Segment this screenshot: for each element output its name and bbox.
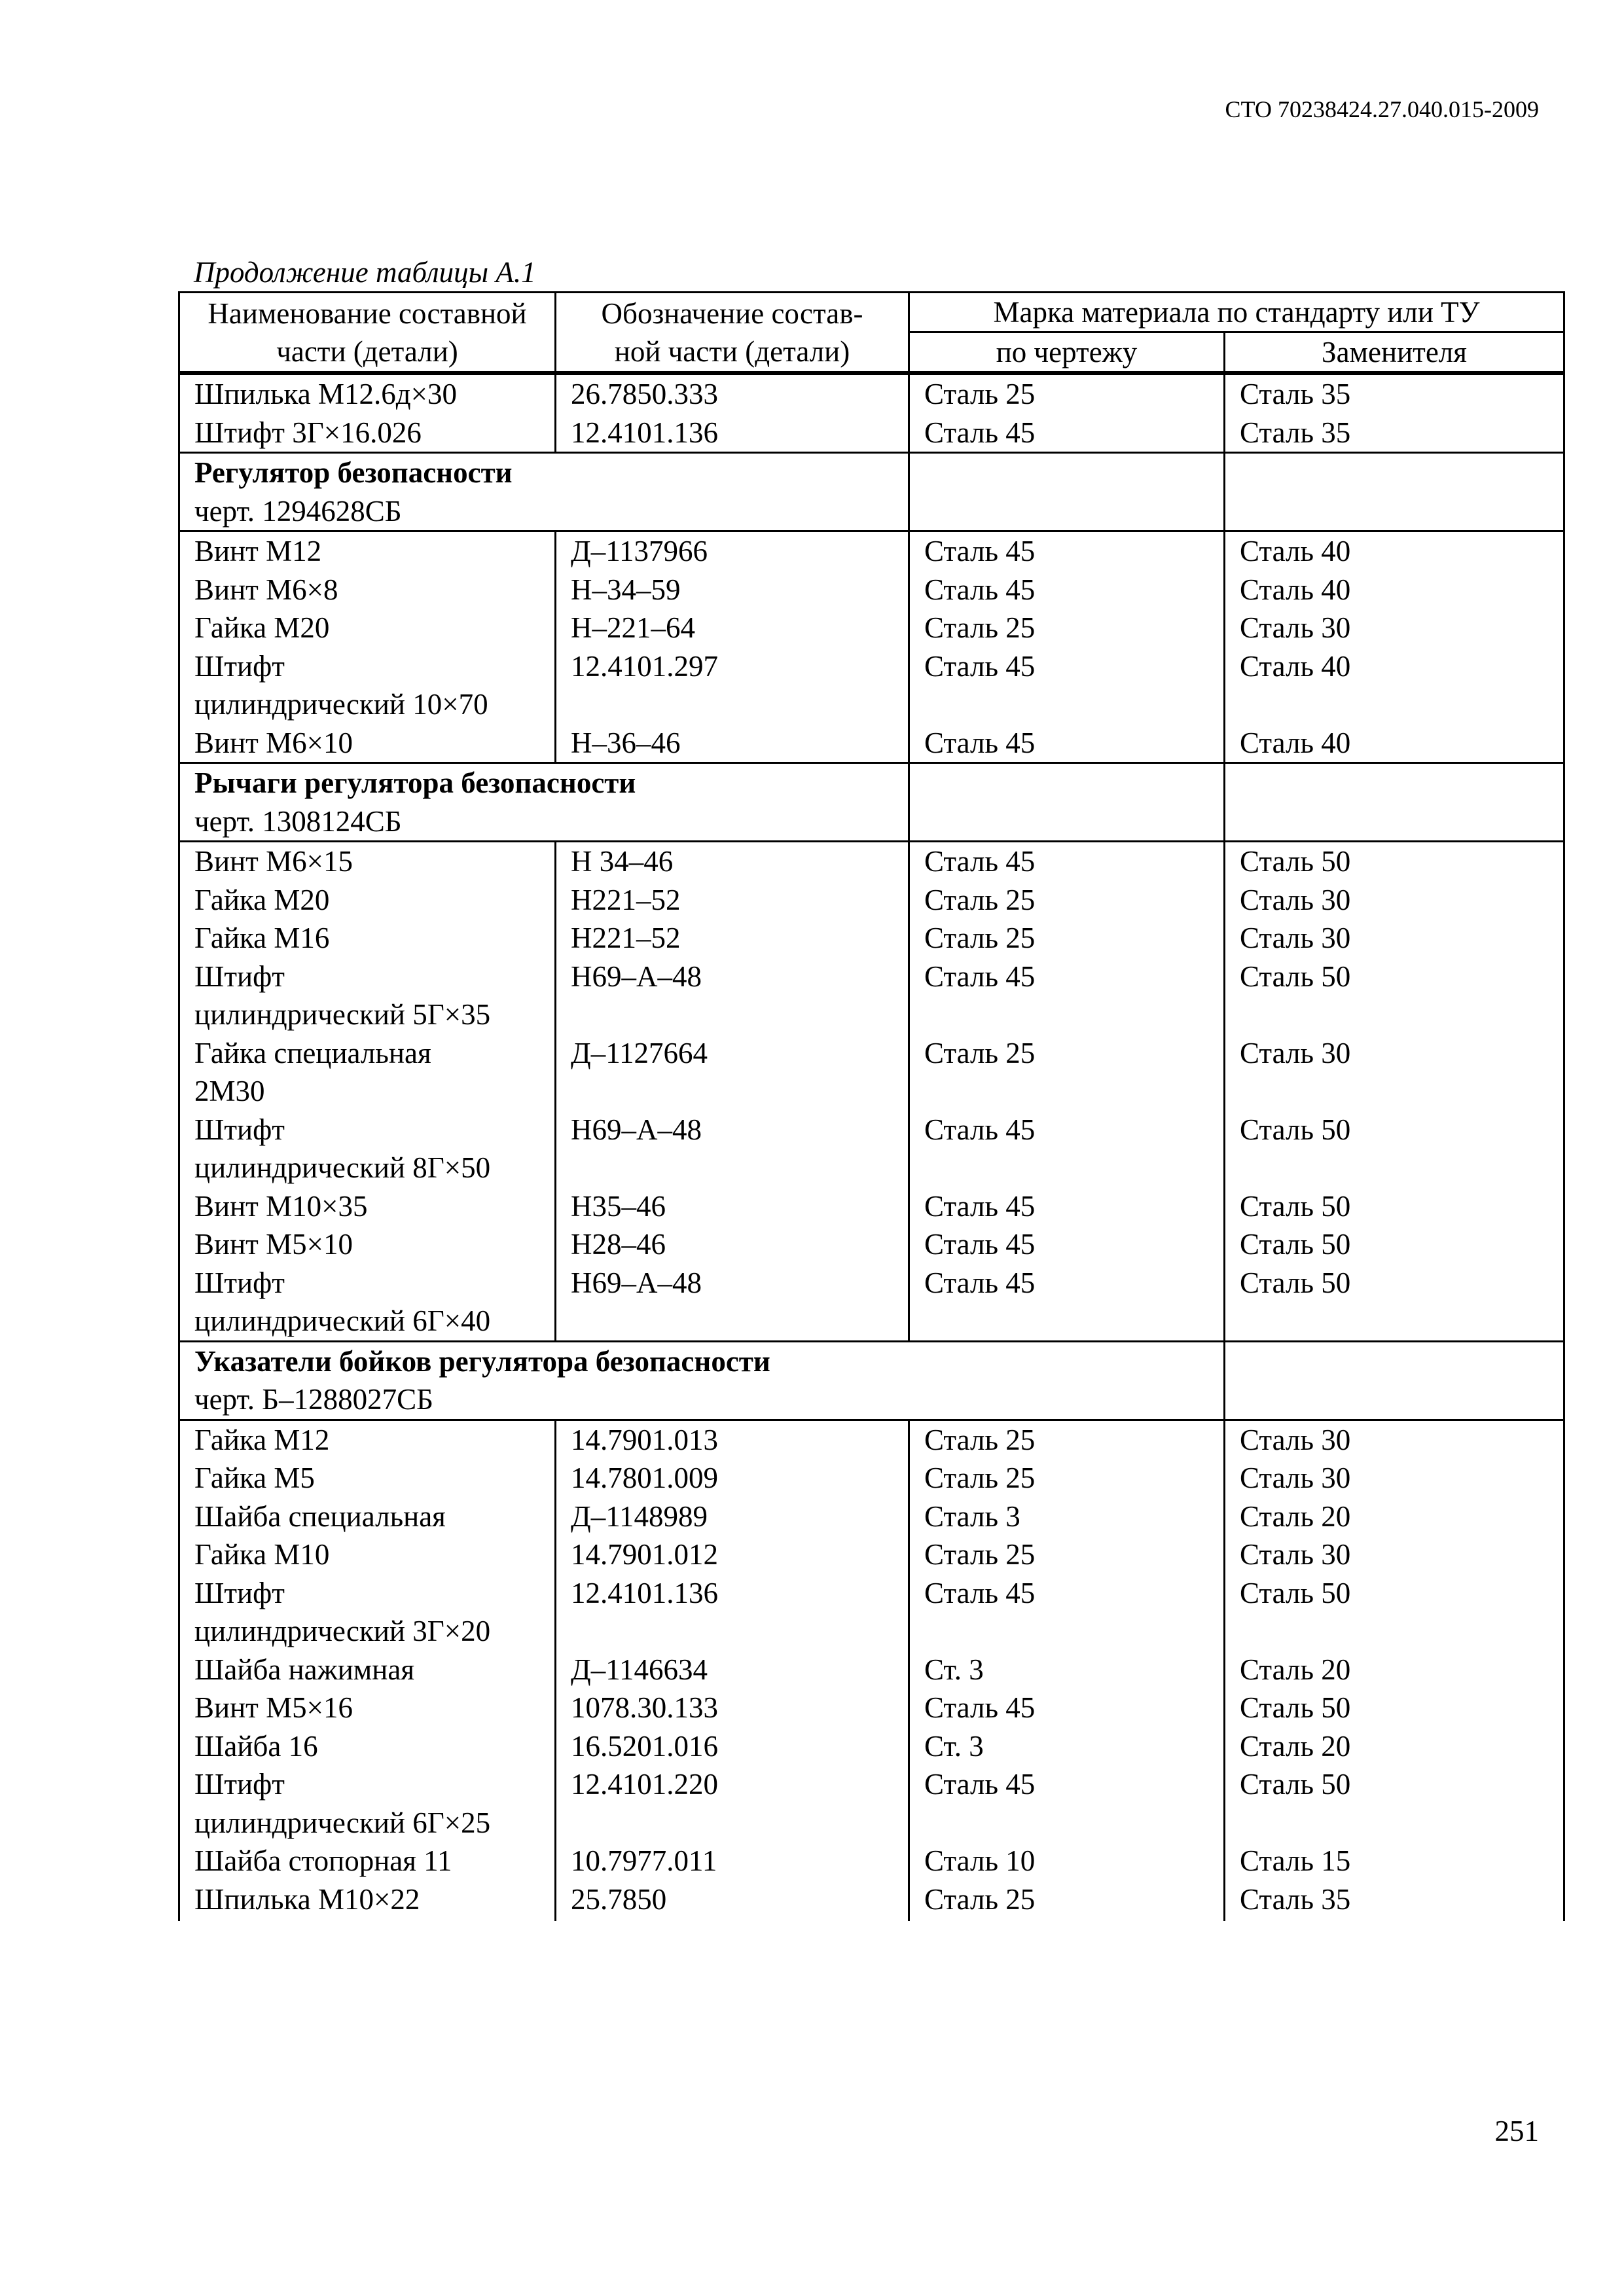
material-cell: Сталь 45 bbox=[909, 724, 1225, 763]
table-row bbox=[179, 919, 1564, 958]
header-part-designation-line1: Обозначение состав- bbox=[601, 296, 863, 330]
substitute-cell: Сталь 50 bbox=[1225, 958, 1564, 996]
section-title-cell bbox=[179, 1341, 1225, 1420]
designation-cell bbox=[556, 1072, 909, 1111]
part-name-cell: Штифт bbox=[179, 1264, 556, 1302]
material-cell: Сталь 45 bbox=[909, 531, 1225, 571]
table-row bbox=[179, 1651, 1564, 1689]
part-name-cell: цилиндрический 10×70 bbox=[179, 685, 556, 724]
substitute-cell bbox=[1225, 1612, 1564, 1651]
substitute-cell: Сталь 50 bbox=[1225, 1187, 1564, 1226]
substitute-cell: Сталь 35 bbox=[1225, 1880, 1564, 1922]
empty-cell bbox=[909, 763, 1225, 842]
table-row bbox=[179, 958, 1564, 996]
designation-cell: Н69–А–48 bbox=[556, 1264, 909, 1302]
section-title: Рычаги регулятора безопасности bbox=[194, 766, 636, 799]
substitute-cell: Сталь 35 bbox=[1225, 373, 1564, 414]
material-cell: Сталь 25 bbox=[909, 919, 1225, 958]
part-name-cell: цилиндрический 8Г×50 bbox=[179, 1149, 556, 1187]
substitute-cell: Сталь 30 bbox=[1225, 1034, 1564, 1073]
part-name-cell: Гайка М10 bbox=[179, 1535, 556, 1574]
section-drawing-ref: черт. 1294628СБ bbox=[194, 494, 402, 528]
part-name-cell: Винт М6×15 bbox=[179, 842, 556, 881]
substitute-cell: Сталь 20 bbox=[1225, 1498, 1564, 1536]
section-title: Регулятор безопасности bbox=[194, 456, 513, 489]
designation-cell: 25.7850 bbox=[556, 1880, 909, 1922]
table-row bbox=[179, 1420, 1564, 1459]
part-name-cell: цилиндрический 3Г×20 bbox=[179, 1612, 556, 1651]
designation-cell: 10.7977.011 bbox=[556, 1842, 909, 1880]
designation-cell bbox=[556, 1302, 909, 1341]
table-row bbox=[179, 414, 1564, 453]
table-row bbox=[179, 881, 1564, 920]
material-cell: Сталь 45 bbox=[909, 1111, 1225, 1149]
header-part-name-line2: части (детали) bbox=[276, 334, 458, 368]
material-cell bbox=[909, 1149, 1225, 1187]
part-name-cell: 2М30 bbox=[179, 1072, 556, 1111]
part-name-cell: Штифт bbox=[179, 1574, 556, 1613]
table-body bbox=[179, 373, 1564, 1921]
section-title: Указатели бойков регулятора безопасности bbox=[194, 1344, 770, 1378]
part-name-cell: Шайба нажимная bbox=[179, 1651, 556, 1689]
material-cell bbox=[909, 1612, 1225, 1651]
table-row bbox=[179, 1535, 1564, 1574]
table-row bbox=[179, 1842, 1564, 1880]
part-name-cell: цилиндрический 6Г×40 bbox=[179, 1302, 556, 1341]
part-name-cell: Шпилька М10×22 bbox=[179, 1880, 556, 1922]
material-cell bbox=[909, 1302, 1225, 1341]
part-name-cell: Гайка М16 bbox=[179, 919, 556, 958]
document-code: СТО 70238424.27.040.015-2009 bbox=[1225, 96, 1539, 122]
part-name-cell: Шпилька М12.6д×30 bbox=[179, 373, 556, 414]
substitute-cell: Сталь 50 bbox=[1225, 1765, 1564, 1804]
table-row bbox=[179, 842, 1564, 881]
section-header-row bbox=[179, 763, 1564, 842]
designation-cell: Н221–52 bbox=[556, 881, 909, 920]
designation-cell: 12.4101.136 bbox=[556, 414, 909, 453]
part-name-cell: Шайба специальная bbox=[179, 1498, 556, 1536]
part-name-cell: Шайба стопорная 11 bbox=[179, 1842, 556, 1880]
empty-cell bbox=[1225, 763, 1564, 842]
substitute-cell: Сталь 50 bbox=[1225, 1574, 1564, 1613]
material-cell: Сталь 45 bbox=[909, 842, 1225, 881]
part-name-cell: Штифт bbox=[179, 1765, 556, 1804]
substitute-cell: Сталь 30 bbox=[1225, 881, 1564, 920]
table-row bbox=[179, 996, 1564, 1034]
material-cell: Сталь 45 bbox=[909, 1264, 1225, 1302]
table-row bbox=[179, 531, 1564, 571]
substitute-cell: Сталь 30 bbox=[1225, 1459, 1564, 1498]
substitute-cell: Сталь 30 bbox=[1225, 919, 1564, 958]
material-cell: Сталь 25 bbox=[909, 373, 1225, 414]
table-row bbox=[179, 1187, 1564, 1226]
table-row bbox=[179, 1459, 1564, 1498]
designation-cell: Д–1137966 bbox=[556, 531, 909, 571]
material-cell: Сталь 3 bbox=[909, 1498, 1225, 1536]
substitute-cell: Сталь 40 bbox=[1225, 531, 1564, 571]
part-name-cell: Винт М6×10 bbox=[179, 724, 556, 763]
table-row bbox=[179, 724, 1564, 763]
part-name-cell: Винт М5×16 bbox=[179, 1689, 556, 1727]
designation-cell: 14.7901.013 bbox=[556, 1420, 909, 1459]
table-row bbox=[179, 1034, 1564, 1073]
designation-cell: 26.7850.333 bbox=[556, 373, 909, 414]
header-per-drawing: по чертежу bbox=[909, 332, 1225, 374]
section-title-cell bbox=[179, 763, 909, 842]
table-row bbox=[179, 609, 1564, 647]
part-name-cell: Штифт bbox=[179, 958, 556, 996]
substitute-cell: Сталь 40 bbox=[1225, 571, 1564, 609]
substitute-cell: Сталь 20 bbox=[1225, 1727, 1564, 1766]
material-cell: Сталь 45 bbox=[909, 571, 1225, 609]
designation-cell: Н35–46 bbox=[556, 1187, 909, 1226]
part-name-cell: Винт М6×8 bbox=[179, 571, 556, 609]
substitute-cell bbox=[1225, 685, 1564, 724]
material-cell: Сталь 25 bbox=[909, 1459, 1225, 1498]
substitute-cell bbox=[1225, 1804, 1564, 1842]
designation-cell: 14.7901.012 bbox=[556, 1535, 909, 1574]
table-row bbox=[179, 1880, 1564, 1922]
designation-cell bbox=[556, 685, 909, 724]
part-name-cell: Гайка М20 bbox=[179, 881, 556, 920]
substitute-cell: Сталь 20 bbox=[1225, 1651, 1564, 1689]
designation-cell: Н 34–46 bbox=[556, 842, 909, 881]
table-row bbox=[179, 1689, 1564, 1727]
substitute-cell bbox=[1225, 1072, 1564, 1111]
part-name-cell: Гайка М12 bbox=[179, 1420, 556, 1459]
table-row bbox=[179, 1574, 1564, 1613]
table-caption: Продолжение таблицы А.1 bbox=[194, 256, 536, 289]
designation-cell: Н–221–64 bbox=[556, 609, 909, 647]
part-name-cell: Винт М10×35 bbox=[179, 1187, 556, 1226]
material-cell: Ст. 3 bbox=[909, 1651, 1225, 1689]
table-row bbox=[179, 373, 1564, 414]
material-cell: Сталь 45 bbox=[909, 414, 1225, 453]
substitute-cell: Сталь 50 bbox=[1225, 1264, 1564, 1302]
substitute-cell: Сталь 40 bbox=[1225, 724, 1564, 763]
designation-cell: Н221–52 bbox=[556, 919, 909, 958]
section-drawing-ref: черт. Б–1288027СБ bbox=[194, 1383, 433, 1416]
section-header-row bbox=[179, 453, 1564, 531]
designation-cell bbox=[556, 996, 909, 1034]
header-substitute: Заменителя bbox=[1225, 332, 1564, 374]
table-row bbox=[179, 685, 1564, 724]
substitute-cell bbox=[1225, 1149, 1564, 1187]
header-part-designation-line2: ной части (детали) bbox=[614, 334, 850, 368]
page-number: 251 bbox=[1494, 2115, 1539, 2147]
designation-cell: Н69–А–48 bbox=[556, 1111, 909, 1149]
table-row bbox=[179, 1498, 1564, 1536]
part-name-cell: Гайка специальная bbox=[179, 1034, 556, 1073]
empty-cell bbox=[1225, 1341, 1564, 1420]
designation-cell: 16.5201.016 bbox=[556, 1727, 909, 1766]
section-title-cell bbox=[179, 453, 909, 531]
material-cell: Сталь 45 bbox=[909, 1187, 1225, 1226]
part-name-cell: Штифт bbox=[179, 647, 556, 686]
table-row bbox=[179, 1302, 1564, 1341]
substitute-cell: Сталь 40 bbox=[1225, 647, 1564, 686]
substitute-cell: Сталь 35 bbox=[1225, 414, 1564, 453]
table-row bbox=[179, 647, 1564, 686]
table-row bbox=[179, 1111, 1564, 1149]
substitute-cell: Сталь 15 bbox=[1225, 1842, 1564, 1880]
part-name-cell: Штифт 3Г×16.026 bbox=[179, 414, 556, 453]
designation-cell: Д–1127664 bbox=[556, 1034, 909, 1073]
material-cell: Сталь 25 bbox=[909, 1880, 1225, 1922]
material-cell bbox=[909, 1804, 1225, 1842]
part-name-cell: цилиндрический 6Г×25 bbox=[179, 1804, 556, 1842]
material-cell: Сталь 25 bbox=[909, 1420, 1225, 1459]
substitute-cell: Сталь 30 bbox=[1225, 609, 1564, 647]
header-part-name-line1: Наименование составной bbox=[208, 296, 527, 330]
material-cell: Сталь 45 bbox=[909, 1574, 1225, 1613]
designation-cell: 12.4101.297 bbox=[556, 647, 909, 686]
table-row bbox=[179, 1149, 1564, 1187]
material-cell bbox=[909, 1072, 1225, 1111]
designation-cell: Н69–А–48 bbox=[556, 958, 909, 996]
table-row bbox=[179, 1264, 1564, 1302]
substitute-cell: Сталь 30 bbox=[1225, 1535, 1564, 1574]
material-cell: Сталь 45 bbox=[909, 958, 1225, 996]
substitute-cell: Сталь 30 bbox=[1225, 1420, 1564, 1459]
part-name-cell: Гайка М5 bbox=[179, 1459, 556, 1498]
designation-cell: 12.4101.136 bbox=[556, 1574, 909, 1613]
designation-cell: 12.4101.220 bbox=[556, 1765, 909, 1804]
part-name-cell: цилиндрический 5Г×35 bbox=[179, 996, 556, 1034]
substitute-cell: Сталь 50 bbox=[1225, 1689, 1564, 1727]
section-header-row bbox=[179, 1341, 1564, 1420]
material-cell: Сталь 45 bbox=[909, 1765, 1225, 1804]
designation-cell: Н28–46 bbox=[556, 1225, 909, 1264]
part-name-cell: Штифт bbox=[179, 1111, 556, 1149]
substitute-cell: Сталь 50 bbox=[1225, 1111, 1564, 1149]
substitute-cell bbox=[1225, 1302, 1564, 1341]
designation-cell: 1078.30.133 bbox=[556, 1689, 909, 1727]
designation-cell: Н–34–59 bbox=[556, 571, 909, 609]
empty-cell bbox=[909, 453, 1225, 531]
material-cell bbox=[909, 685, 1225, 724]
material-cell bbox=[909, 996, 1225, 1034]
materials-table bbox=[178, 291, 1565, 1921]
designation-cell: Д–1146634 bbox=[556, 1651, 909, 1689]
table-row bbox=[179, 1804, 1564, 1842]
table-row bbox=[179, 1225, 1564, 1264]
material-cell: Сталь 45 bbox=[909, 647, 1225, 686]
material-cell: Сталь 25 bbox=[909, 881, 1225, 920]
designation-cell bbox=[556, 1612, 909, 1651]
material-cell: Сталь 45 bbox=[909, 1689, 1225, 1727]
empty-cell bbox=[1225, 453, 1564, 531]
table-row bbox=[179, 1072, 1564, 1111]
part-name-cell: Гайка М20 bbox=[179, 609, 556, 647]
material-cell: Ст. 3 bbox=[909, 1727, 1225, 1766]
material-cell: Сталь 10 bbox=[909, 1842, 1225, 1880]
table-row bbox=[179, 571, 1564, 609]
header-part-name bbox=[179, 293, 556, 374]
substitute-cell: Сталь 50 bbox=[1225, 842, 1564, 881]
material-cell: Сталь 45 bbox=[909, 1225, 1225, 1264]
table-row bbox=[179, 1612, 1564, 1651]
table-header bbox=[179, 293, 1564, 374]
designation-cell bbox=[556, 1804, 909, 1842]
designation-cell: 14.7801.009 bbox=[556, 1459, 909, 1498]
header-part-designation bbox=[556, 293, 909, 374]
material-cell: Сталь 25 bbox=[909, 609, 1225, 647]
designation-cell: Д–1148989 bbox=[556, 1498, 909, 1536]
table-row bbox=[179, 1727, 1564, 1766]
material-cell: Сталь 25 bbox=[909, 1535, 1225, 1574]
part-name-cell: Шайба 16 bbox=[179, 1727, 556, 1766]
header-material-grade: Марка материала по стандарту или ТУ bbox=[909, 293, 1564, 332]
substitute-cell: Сталь 50 bbox=[1225, 1225, 1564, 1264]
designation-cell: Н–36–46 bbox=[556, 724, 909, 763]
part-name-cell: Винт М12 bbox=[179, 531, 556, 571]
designation-cell bbox=[556, 1149, 909, 1187]
part-name-cell: Винт М5×10 bbox=[179, 1225, 556, 1264]
substitute-cell bbox=[1225, 996, 1564, 1034]
table-row bbox=[179, 1765, 1564, 1804]
material-cell: Сталь 25 bbox=[909, 1034, 1225, 1073]
section-drawing-ref: черт. 1308124СБ bbox=[194, 804, 402, 838]
